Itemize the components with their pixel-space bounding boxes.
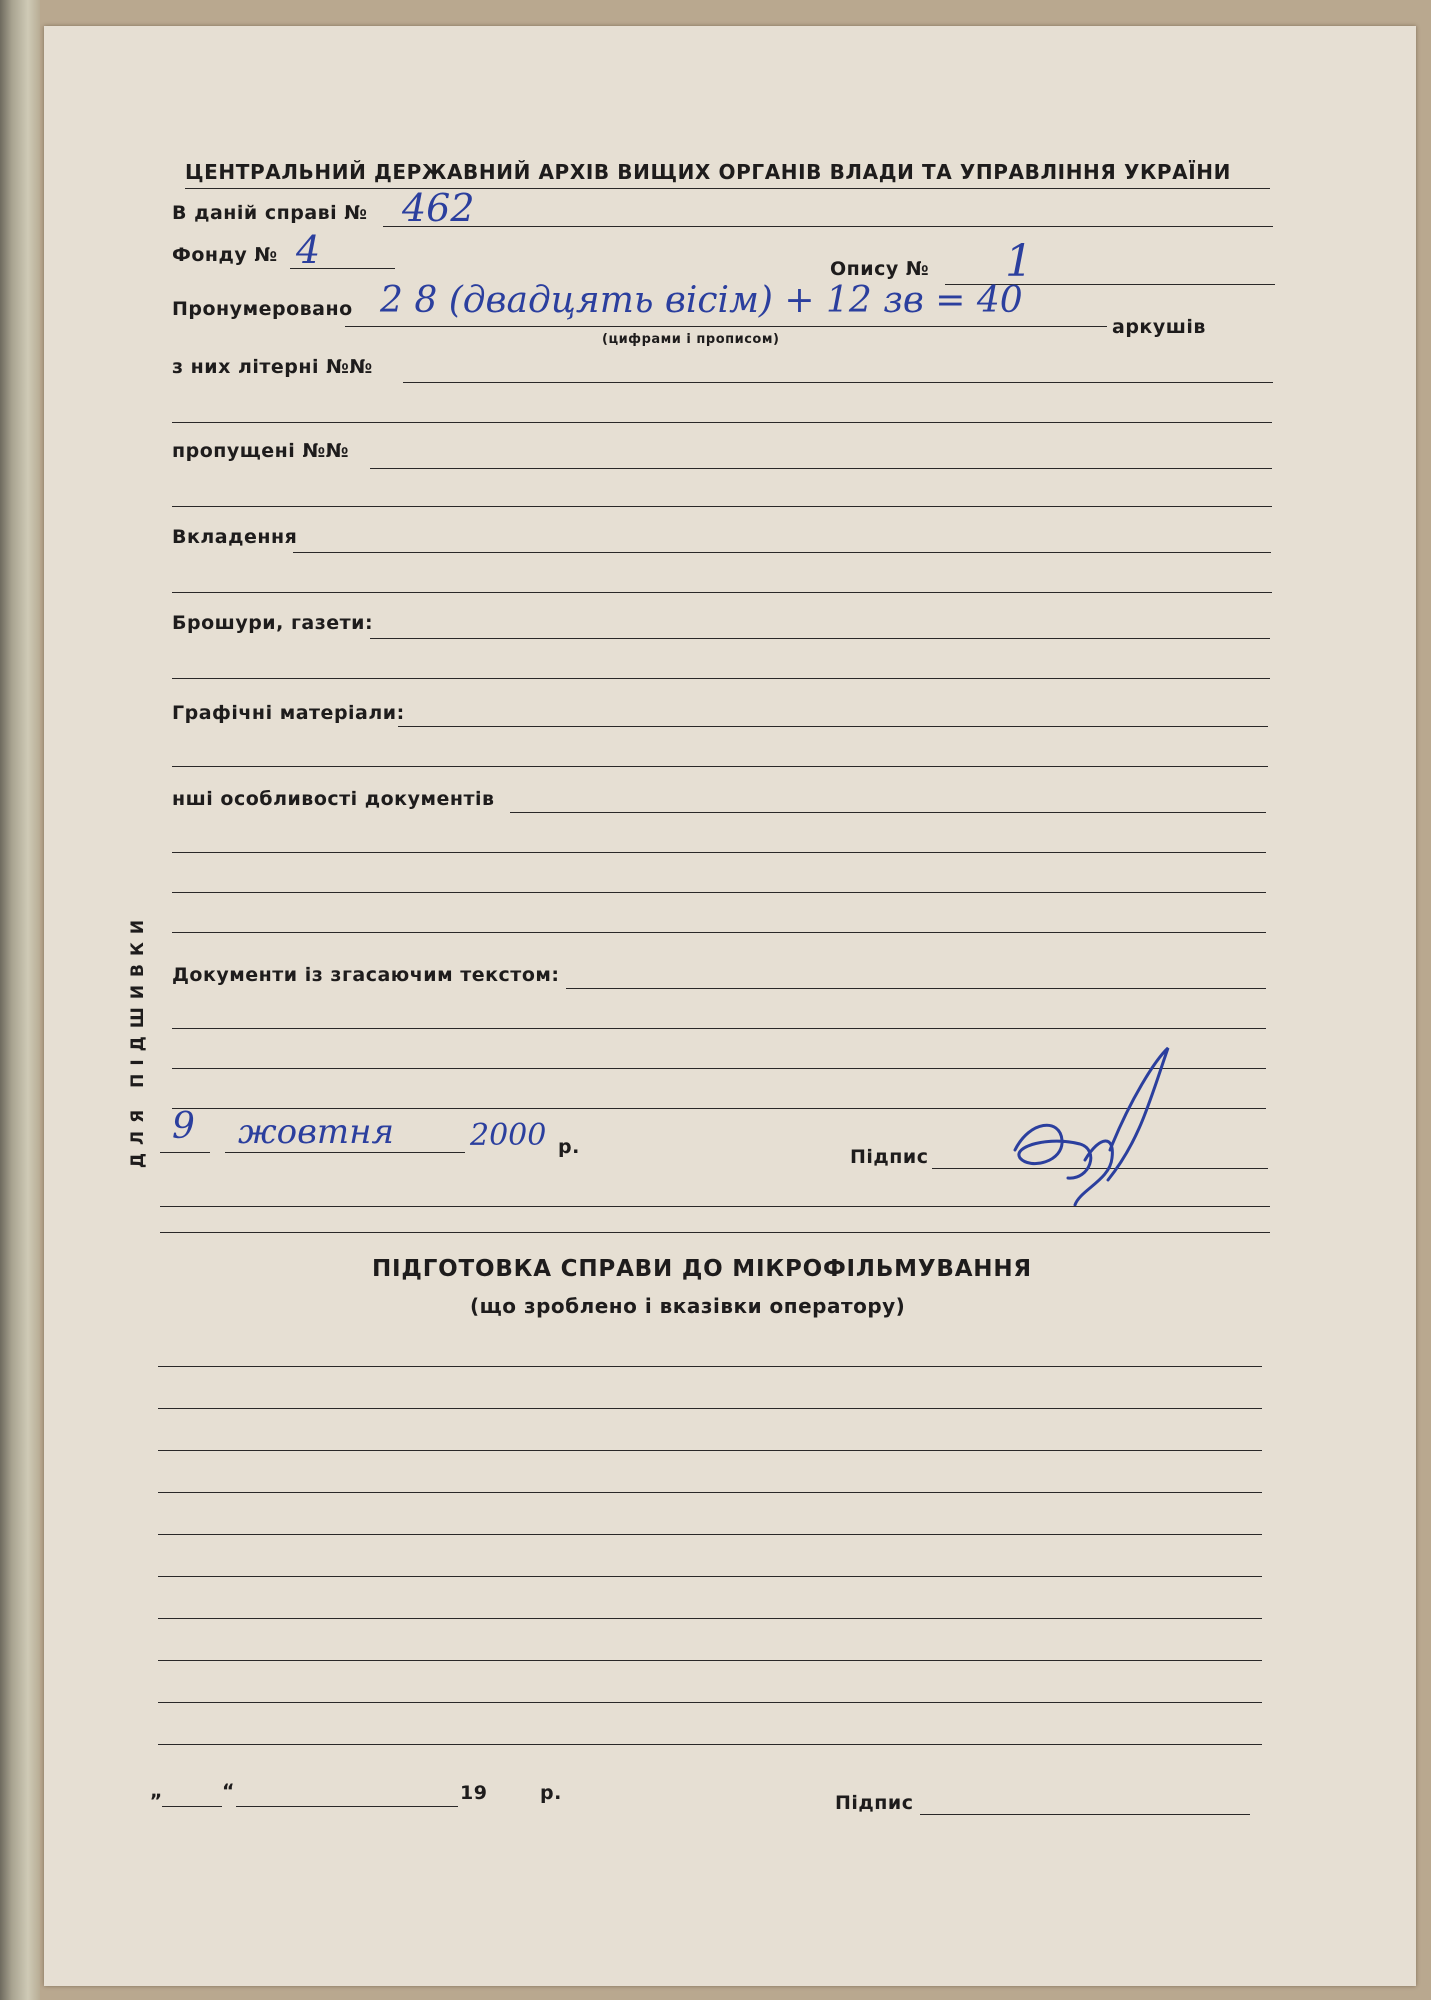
date-year-suffix: р. [558, 1136, 580, 1158]
date-day[interactable]: 9 [172, 1106, 195, 1147]
signature-label-top: Підпис [850, 1146, 929, 1168]
operator-notes-line[interactable] [158, 1408, 1262, 1409]
operator-notes-line[interactable] [158, 1534, 1262, 1535]
other-line [510, 812, 1266, 813]
literal-line [403, 382, 1273, 383]
section-subtitle: (що зроблено і вказівки оператору) [470, 1294, 906, 1318]
operator-notes-line[interactable] [158, 1576, 1262, 1577]
archive-header: ЦЕНТРАЛЬНИЙ ДЕРЖАВНИЙ АРХІВ ВИЩИХ ОРГАНІВ ВЛАДИ ТА УПРАВЛІННЯ УКРАЇНИ [185, 160, 1231, 184]
literal-label: з них літерні №№ [172, 356, 373, 378]
footer-close-quote: “ [222, 1780, 235, 1802]
brochures-line [370, 638, 1270, 639]
operator-notes-line[interactable] [158, 1744, 1262, 1745]
fond-value[interactable]: 4 [296, 228, 321, 272]
operator-notes-line[interactable] [158, 1450, 1262, 1451]
binder-edge [0, 0, 40, 2000]
operator-notes-line[interactable] [158, 1618, 1262, 1619]
fading-line-2 [172, 1028, 1266, 1029]
footer-signature-label: Підпис [835, 1792, 914, 1814]
fading-label: Документи із згасаючим текстом: [172, 964, 560, 986]
other-line-4 [172, 932, 1266, 933]
footer-signature-line[interactable] [920, 1814, 1250, 1815]
sheets-label: аркушів [1112, 316, 1206, 338]
inserts-line [293, 552, 1271, 553]
brochures-label: Брошури, газети: [172, 612, 374, 634]
graphics-label: Графічні матеріали: [172, 702, 405, 724]
case-line [383, 226, 1273, 227]
numbered-line [345, 326, 1107, 327]
footer-year-suffix: р. [540, 1782, 562, 1804]
inserts-line-2 [172, 592, 1272, 593]
case-label: В даній справі № [172, 202, 368, 224]
literal-line-2 [172, 422, 1272, 423]
fond-label: Фонду № [172, 244, 278, 266]
footer-year-prefix: 19 [460, 1782, 488, 1804]
other-label: нші особливості документів [172, 788, 495, 810]
opys-value[interactable]: 1 [1005, 236, 1033, 287]
footer-open-quote: „ [150, 1780, 163, 1802]
footer-month-line[interactable] [236, 1806, 458, 1807]
date-month-line [225, 1152, 465, 1153]
binding-side-label: ДЛЯ ПІДШИВКИ [128, 911, 148, 1169]
numbered-caption: (цифрами і прописом) [602, 332, 780, 347]
date-day-line [160, 1152, 210, 1153]
numbered-value[interactable]: 2 8 (двадцять вісім) + 12 зв = 40 [380, 280, 1023, 321]
missing-line-2 [172, 506, 1272, 507]
opys-label: Опису № [830, 258, 930, 280]
missing-label: пропущені №№ [172, 440, 350, 462]
graphics-line [398, 726, 1268, 727]
operator-notes-line[interactable] [158, 1366, 1262, 1367]
fading-line [566, 988, 1266, 989]
section-title: ПІДГОТОВКА СПРАВИ ДО МІКРОФІЛЬМУВАННЯ [372, 1256, 1032, 1282]
other-line-2 [172, 852, 1266, 853]
handwritten-signature [990, 1040, 1190, 1210]
footer-day-line[interactable] [162, 1806, 222, 1807]
header-underline [185, 188, 1270, 189]
operator-notes-line[interactable] [158, 1492, 1262, 1493]
operator-notes-line[interactable] [158, 1660, 1262, 1661]
operator-notes-line[interactable] [158, 1702, 1262, 1703]
separator-line-1 [160, 1206, 1270, 1207]
other-line-3 [172, 892, 1266, 893]
missing-line [370, 468, 1272, 469]
separator-line-2 [160, 1232, 1270, 1233]
numbered-label: Пронумеровано [172, 298, 353, 320]
date-month[interactable]: жовтня [238, 1112, 395, 1152]
case-value[interactable]: 462 [402, 186, 475, 230]
inserts-label: Вкладення [172, 526, 298, 548]
brochures-line-2 [172, 678, 1270, 679]
graphics-line-2 [172, 766, 1268, 767]
date-year[interactable]: 2000 [470, 1118, 547, 1153]
